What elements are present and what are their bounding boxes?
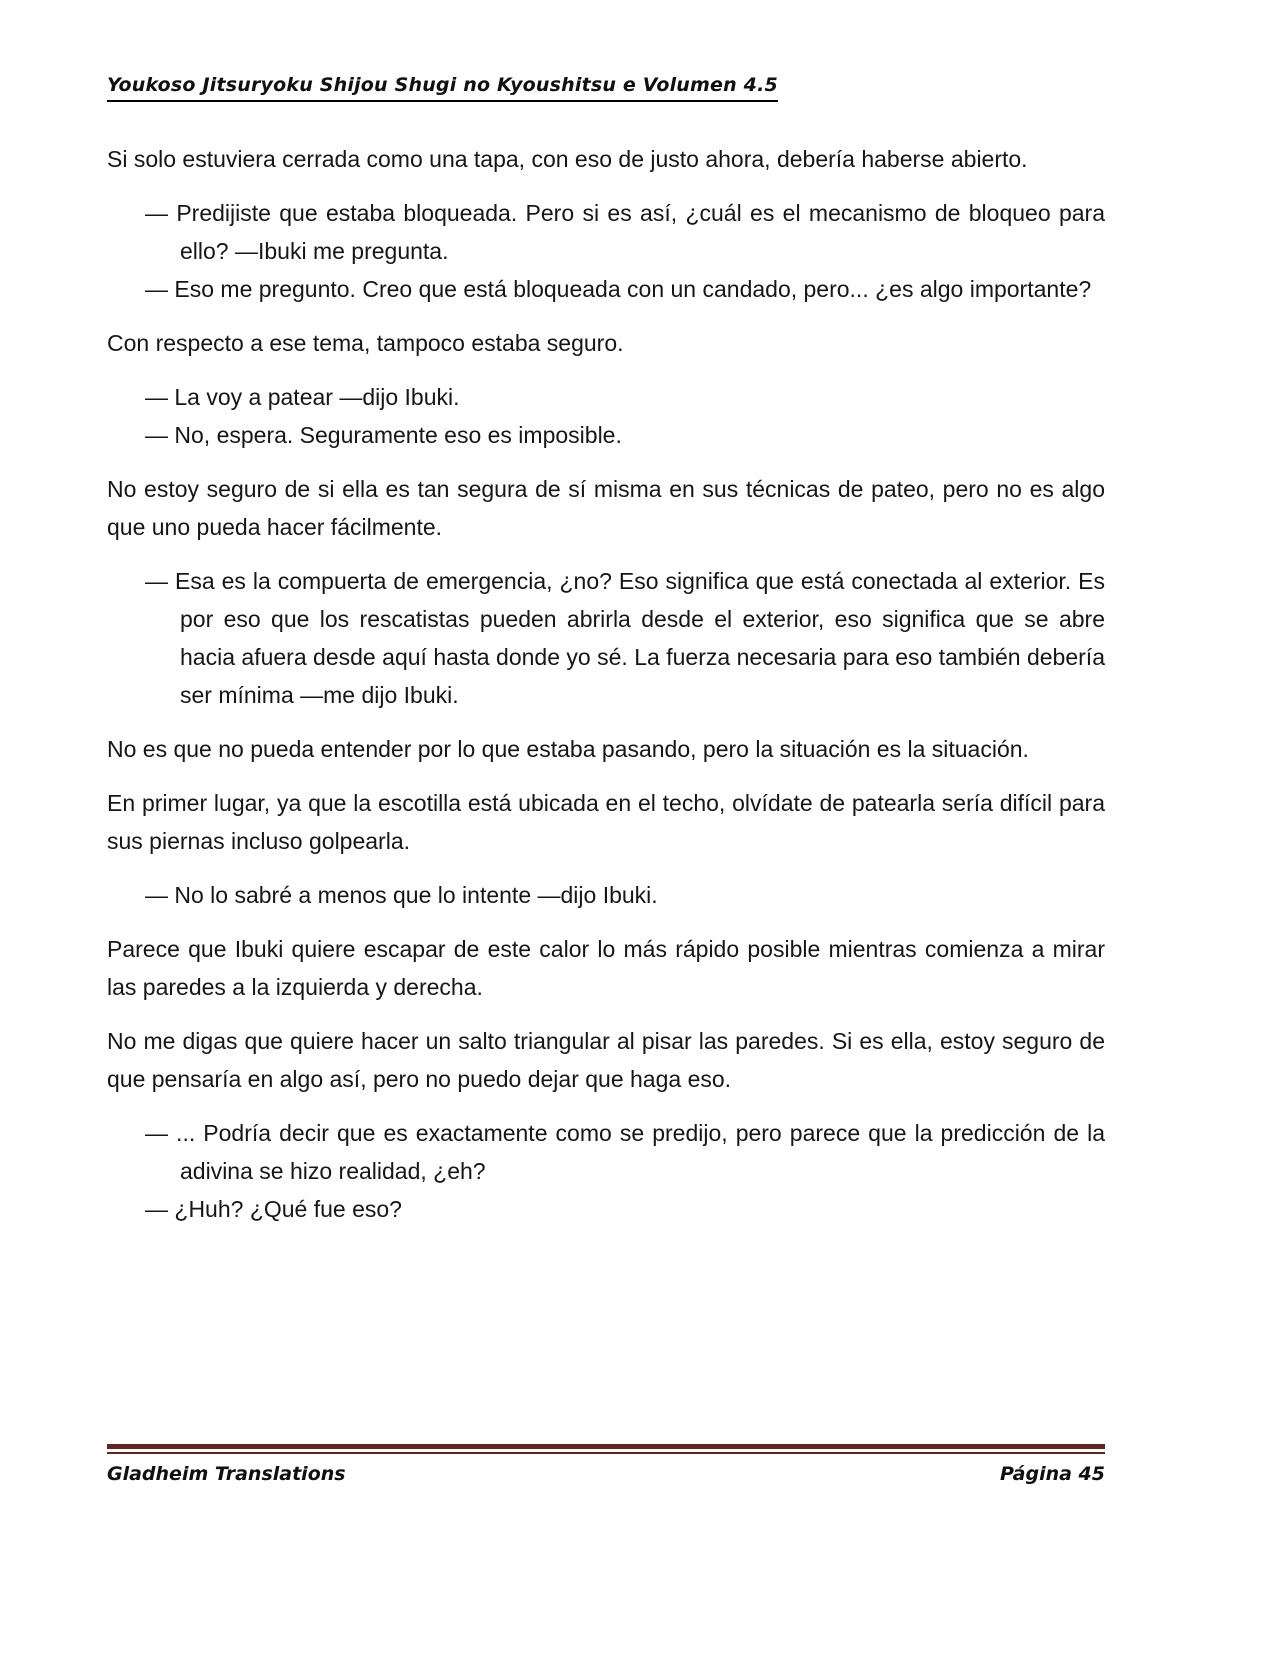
paragraph: En primer lugar, ya que la escotilla está ubicada en el techo, olvídate de patearla sería difícil para sus piernas incluso golpearla. [107, 790, 1105, 854]
dialogue-block [107, 194, 1105, 308]
dialogue-line: — Predijiste que estaba bloqueada. Pero si es así, ¿cuál es el mecanismo de bloqueo para ello? —Ibuki me pregunta. [145, 200, 1105, 264]
dialogue-block [107, 1114, 1105, 1228]
paragraph: Si solo estuviera cerrada como una tapa, con eso de justo ahora, debería haberse abierto. [107, 146, 1028, 172]
dialogue-line: — ¿Huh? ¿Qué fue eso? [145, 1196, 402, 1222]
dialogue-line: — Eso me pregunto. Creo que está bloqueada con un candado, pero... ¿es algo importante? [145, 276, 1092, 302]
dialogue-line: — No, espera. Seguramente eso es imposible. [145, 422, 622, 448]
dialogue-block [107, 378, 1105, 454]
dialogue-line: — ... Podría decir que es exactamente como se predijo, pero parece que la predicción de la adivina se hizo realidad, ¿eh? [145, 1120, 1105, 1184]
dialogue-block [107, 876, 1105, 914]
footer-rule [107, 1444, 1105, 1454]
paragraph: No estoy seguro de si ella es tan segura de sí misma en sus técnicas de pateo, pero no es algo que uno pueda hacer fácilmente. [107, 476, 1105, 540]
dialogue-block [107, 562, 1105, 714]
dialogue-line: — No lo sabré a menos que lo intente —dijo Ibuki. [145, 882, 658, 908]
footer-row [107, 1463, 1105, 1485]
header-title: Youkoso Jitsuryoku Shijou Shugi no Kyoushitsu e Volumen 4.5 [107, 74, 778, 102]
footer-translator: Gladheim Translations [107, 1463, 346, 1485]
paragraph: No me digas que quiere hacer un salto triangular al pisar las paredes. Si es ella, estoy seguro de que pensaría en algo así, pero no puedo dejar que haga eso. [107, 1028, 1105, 1092]
page-footer [107, 1444, 1105, 1485]
dialogue-line: — Esa es la compuerta de emergencia, ¿no? Eso significa que está conectada al exterior. Es por eso que los rescatistas pueden abrirla desde el exterior, eso significa que se abre hacia afuera desde aquí hasta donde yo sé. La fuerza necesaria para eso también debería ser mínima —me dijo Ibuki. [145, 568, 1105, 708]
dialogue-line: — La voy a patear —dijo Ibuki. [145, 384, 460, 410]
document-content [107, 140, 1105, 1244]
footer-page-number: Página 45 [999, 1463, 1105, 1485]
paragraph: Parece que Ibuki quiere escapar de este calor lo más rápido posible mientras comienza a mirar las paredes a la izquierda y derecha. [107, 936, 1105, 1000]
paragraph: No es que no pueda entender por lo que estaba pasando, pero la situación es la situación. [107, 736, 1029, 762]
paragraph: Con respecto a ese tema, tampoco estaba seguro. [107, 330, 624, 356]
page-header [107, 74, 1173, 102]
